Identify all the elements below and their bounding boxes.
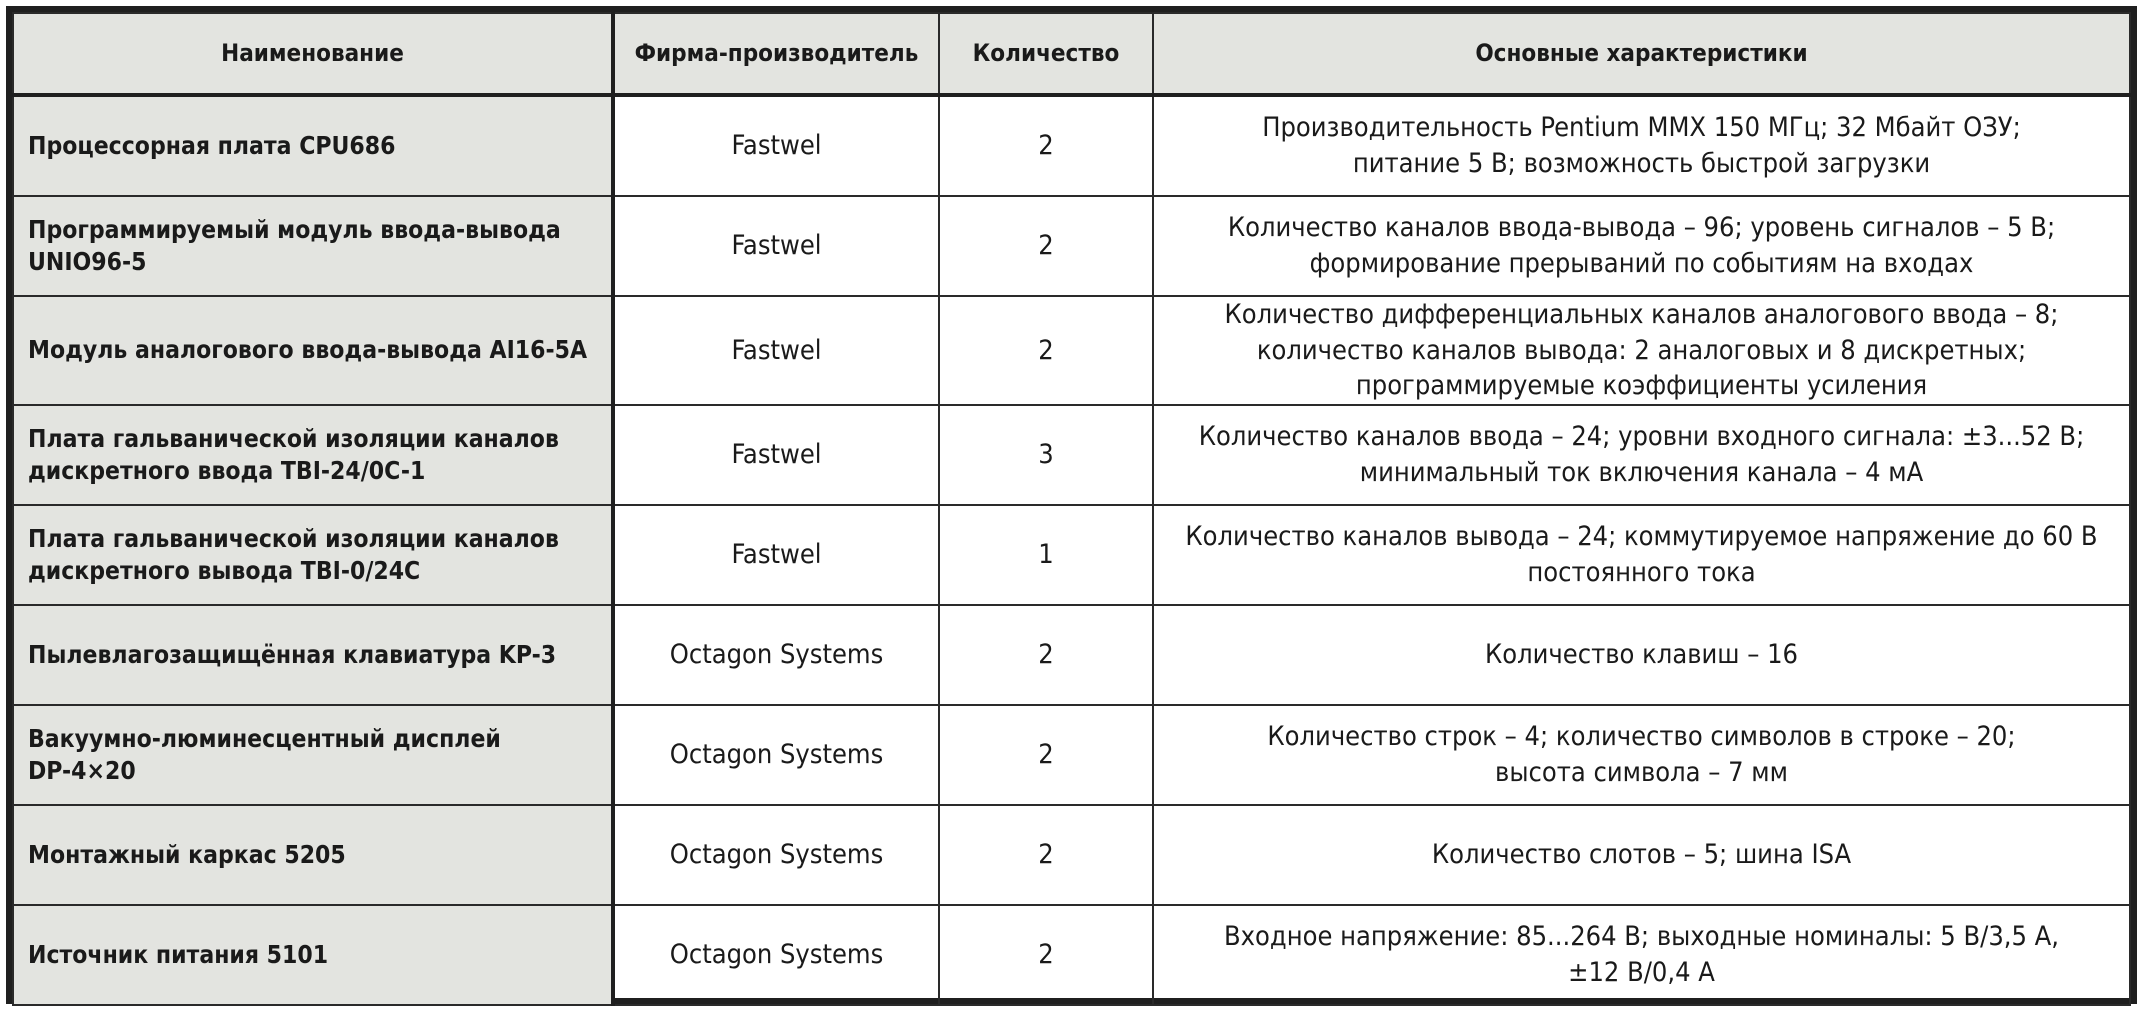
cell-quantity: 1 xyxy=(939,505,1153,605)
cell-characteristics: Количество строк – 4; количество символов в строке – 20; высота символа – 7 мм xyxy=(1153,705,2130,805)
cell-quantity: 2 xyxy=(939,296,1153,405)
cell-quantity: 2 xyxy=(939,905,1153,1005)
cell-characteristics: Количество каналов ввода – 24; уровни входного сигнала: ±3...52 В; минимальный ток включения канала – 4 мА xyxy=(1153,405,2130,505)
table-row xyxy=(13,705,2130,805)
cell-name: Процессорная плата CPU686 xyxy=(13,95,613,196)
cell-quantity: 2 xyxy=(939,196,1153,296)
cell-manufacturer: Fastwel xyxy=(613,196,939,296)
cell-characteristics: Количество клавиш – 16 xyxy=(1153,605,2130,705)
header-characteristics: Основные характеристики xyxy=(1153,13,2130,95)
cell-quantity: 2 xyxy=(939,805,1153,905)
cell-characteristics: Входное напряжение: 85...264 В; выходные номиналы: 5 В/3,5 А, ±12 В/0,4 А xyxy=(1153,905,2130,1005)
cell-manufacturer: Octagon Systems xyxy=(613,705,939,805)
cell-characteristics: Производительность Pentium MMX 150 МГц; 32 Мбайт ОЗУ; питание 5 В; возможность быстрой загрузки xyxy=(1153,95,2130,196)
cell-manufacturer: Fastwel xyxy=(613,405,939,505)
cell-characteristics: Количество каналов ввода-вывода – 96; уровень сигналов – 5 В; формирование прерываний по событиям на входах xyxy=(1153,196,2130,296)
cell-name: Плата гальванической изоляции каналов дискретного ввода TBI-24/0C-1 xyxy=(13,405,613,505)
cell-name: Источник питания 5101 xyxy=(13,905,613,1005)
cell-manufacturer: Octagon Systems xyxy=(613,805,939,905)
cell-name: Плата гальванической изоляции каналов дискретного вывода TBI-0/24C xyxy=(13,505,613,605)
cell-quantity: 2 xyxy=(939,605,1153,705)
table-row xyxy=(13,196,2130,296)
cell-manufacturer: Fastwel xyxy=(613,95,939,196)
cell-characteristics: Количество каналов вывода – 24; коммутируемое напряжение до 60 В постоянного тока xyxy=(1153,505,2130,605)
table-row xyxy=(13,505,2130,605)
cell-name: Пылевлагозащищённая клавиатура KP-3 xyxy=(13,605,613,705)
cell-quantity: 3 xyxy=(939,405,1153,505)
table-row xyxy=(13,95,2130,196)
table-row xyxy=(13,605,2130,705)
cell-name: Модуль аналогового ввода-вывода AI16-5A xyxy=(13,296,613,405)
cell-name: Программируемый модуль ввода-вывода UNIO96-5 xyxy=(13,196,613,296)
cell-characteristics: Количество дифференциальных каналов аналогового ввода – 8; количество каналов вывода: 2 аналоговых и 8 дискретных; программируемые коэффициенты усиления xyxy=(1153,296,2130,405)
cell-manufacturer: Octagon Systems xyxy=(613,905,939,1005)
cell-name: Монтажный каркас 5205 xyxy=(13,805,613,905)
header-name: Наименование xyxy=(13,13,613,95)
cell-manufacturer: Fastwel xyxy=(613,296,939,405)
cell-characteristics: Количество слотов – 5; шина ISA xyxy=(1153,805,2130,905)
spec-table-frame xyxy=(6,6,2137,1004)
table-header-row xyxy=(13,13,2130,95)
cell-quantity: 2 xyxy=(939,95,1153,196)
cell-name: Вакуумно-люминесцентный дисплей DP-4×20 xyxy=(13,705,613,805)
table-row xyxy=(13,296,2130,405)
table-row xyxy=(13,905,2130,1005)
table-row xyxy=(13,405,2130,505)
header-manufacturer: Фирма-производитель xyxy=(613,13,939,95)
equipment-spec-table xyxy=(12,12,2131,1006)
cell-manufacturer: Octagon Systems xyxy=(613,605,939,705)
header-quantity: Количество xyxy=(939,13,1153,95)
table-row xyxy=(13,805,2130,905)
cell-manufacturer: Fastwel xyxy=(613,505,939,605)
cell-quantity: 2 xyxy=(939,705,1153,805)
